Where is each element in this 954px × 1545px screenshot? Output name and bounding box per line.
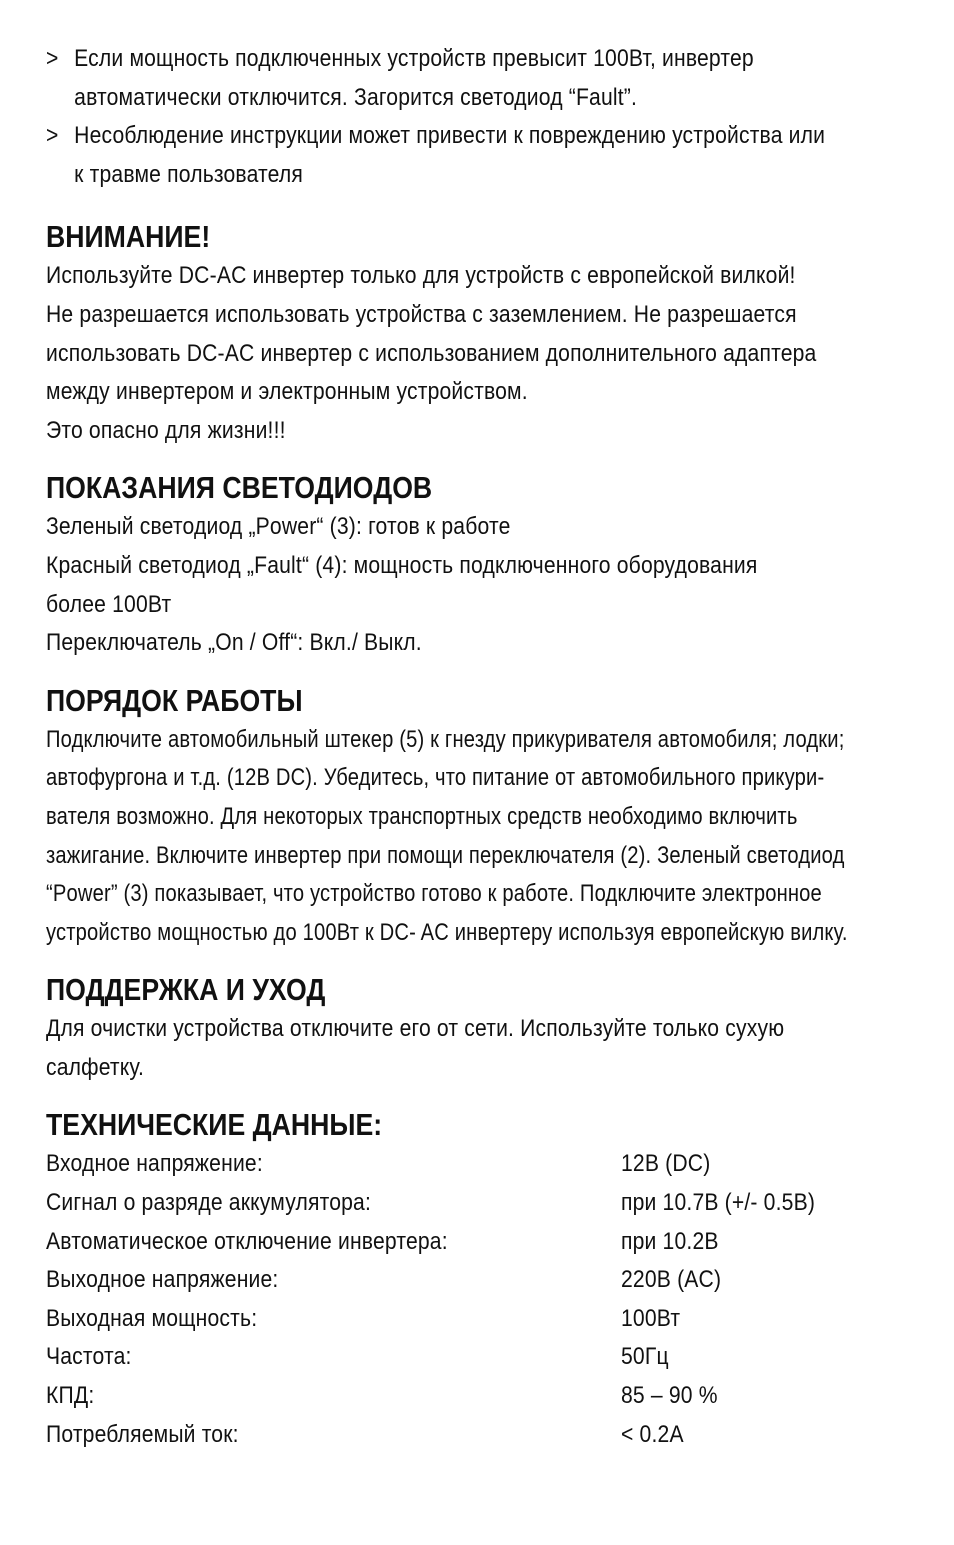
bullet-text: Если мощность подключенных устройств превысит 100Вт, инвертер [74, 45, 754, 72]
spec-row [46, 1145, 926, 1184]
spec-row [46, 1261, 926, 1300]
bullet-text: Несоблюдение инструкции может привести к повреждению устройства или [74, 122, 826, 150]
paragraph-line: Подключите автомобильный штекер (5) к гнезду прикуривателя автомобиля; лодки; [46, 725, 845, 753]
paragraph-line: Красный светодиод „Fault“ (4): мощность подключенного оборудования [46, 551, 758, 579]
bullet-marker: > [46, 122, 59, 150]
paragraph-line: зажигание. Включите инвертер при помощи переключателя (2). Зеленый светодиод [46, 841, 845, 869]
bullet-item [46, 40, 926, 117]
section-heading: ПОРЯДОК РАБОТЫ [46, 682, 303, 718]
paragraph-line: Для очистки устройства отключите его от сети. Используйте только сухую [46, 1015, 785, 1043]
document-page [46, 40, 926, 1454]
bullet-text: к травме пользователя [74, 160, 304, 188]
spec-label: КПД: [46, 1382, 95, 1410]
spec-value: 12В (DC) [621, 1150, 711, 1178]
paragraph-line: более 100Вт [46, 590, 172, 618]
spec-label: Частота: [46, 1343, 132, 1371]
bullet-line [46, 156, 820, 195]
bullet-marker: > [46, 45, 59, 72]
spec-value: при 10.7В (+/- 0.5В) [621, 1189, 816, 1217]
spec-row [46, 1184, 926, 1223]
bullet-text: автоматически отключится. Загорится светодиод “Fault”. [74, 83, 638, 111]
specs-table [46, 1145, 926, 1454]
spec-value: при 10.2В [621, 1227, 719, 1255]
spec-label: Выходная мощность: [46, 1304, 258, 1332]
spec-label: Выходное напряжение: [46, 1266, 279, 1294]
paragraph-line: “Power” (3) показывает, что устройство готово к работе. Подключите электронное [46, 880, 822, 908]
spec-label: Сигнал о разряде аккумулятора: [46, 1189, 372, 1217]
spec-value: 100Вт [621, 1304, 681, 1332]
paragraph-line: использовать DC-AC инвертер с использованием дополнительного адаптера [46, 339, 817, 367]
spec-value: 220В (AC) [621, 1266, 722, 1294]
section-heading: ВНИМАНИЕ! [46, 219, 211, 255]
paragraph-line: автофургона и т.д. (12В DC). Убедитесь, что питание от автомобильного прикури- [46, 764, 825, 792]
section-specs [46, 1105, 926, 1454]
spec-row [46, 1416, 926, 1455]
paragraph-line: вателя возможно. Для некоторых транспортных средств необходимо включить [46, 802, 798, 830]
section-operation [46, 681, 926, 953]
paragraph-line: салфетку. [46, 1053, 145, 1081]
spec-label: Потребляемый ток: [46, 1420, 239, 1448]
bullet-line [46, 79, 820, 118]
spec-value: 50Гц [621, 1343, 669, 1371]
section-leds [46, 468, 926, 662]
spec-label: Автоматическое отключение инвертера: [46, 1227, 448, 1255]
spec-row [46, 1377, 926, 1416]
paragraph-line: Зеленый светодиод „Power“ (3): готов к работе [46, 513, 511, 541]
bullet-line [46, 117, 826, 156]
section-heading: ПОКАЗАНИЯ СВЕТОДИОДОВ [46, 470, 433, 506]
spec-row [46, 1223, 926, 1262]
spec-row [46, 1300, 926, 1339]
paragraph-line: Не разрешается использовать устройства с заземлением. Не разрешается [46, 300, 797, 328]
paragraph-line: Используйте DC-AC инвертер только для устройств с европейской вилкой! [46, 262, 796, 290]
spec-value: < 0.2А [621, 1420, 684, 1448]
section-warning [46, 217, 926, 450]
bullet-item [46, 117, 926, 194]
bullet-line [46, 40, 820, 79]
spec-label: Входное напряжение: [46, 1150, 263, 1178]
paragraph-line: Переключатель „On / Off“: Вкл./ Выкл. [46, 629, 422, 657]
spec-value: 85 – 90 % [621, 1382, 718, 1410]
section-heading: ПОДДЕРЖКА И УХОД [46, 972, 326, 1008]
section-heading: ТЕХНИЧЕСКИЕ ДАННЫЕ: [46, 1107, 383, 1143]
paragraph-line: устройство мощностью до 100Вт к DC- AC инвертеру используя европейскую вилку. [46, 918, 848, 946]
paragraph-line: между инвертером и электронным устройством. [46, 378, 528, 406]
paragraph-line: Это опасно для жизни!!! [46, 416, 286, 444]
spec-row [46, 1338, 926, 1377]
section-care [46, 970, 926, 1087]
